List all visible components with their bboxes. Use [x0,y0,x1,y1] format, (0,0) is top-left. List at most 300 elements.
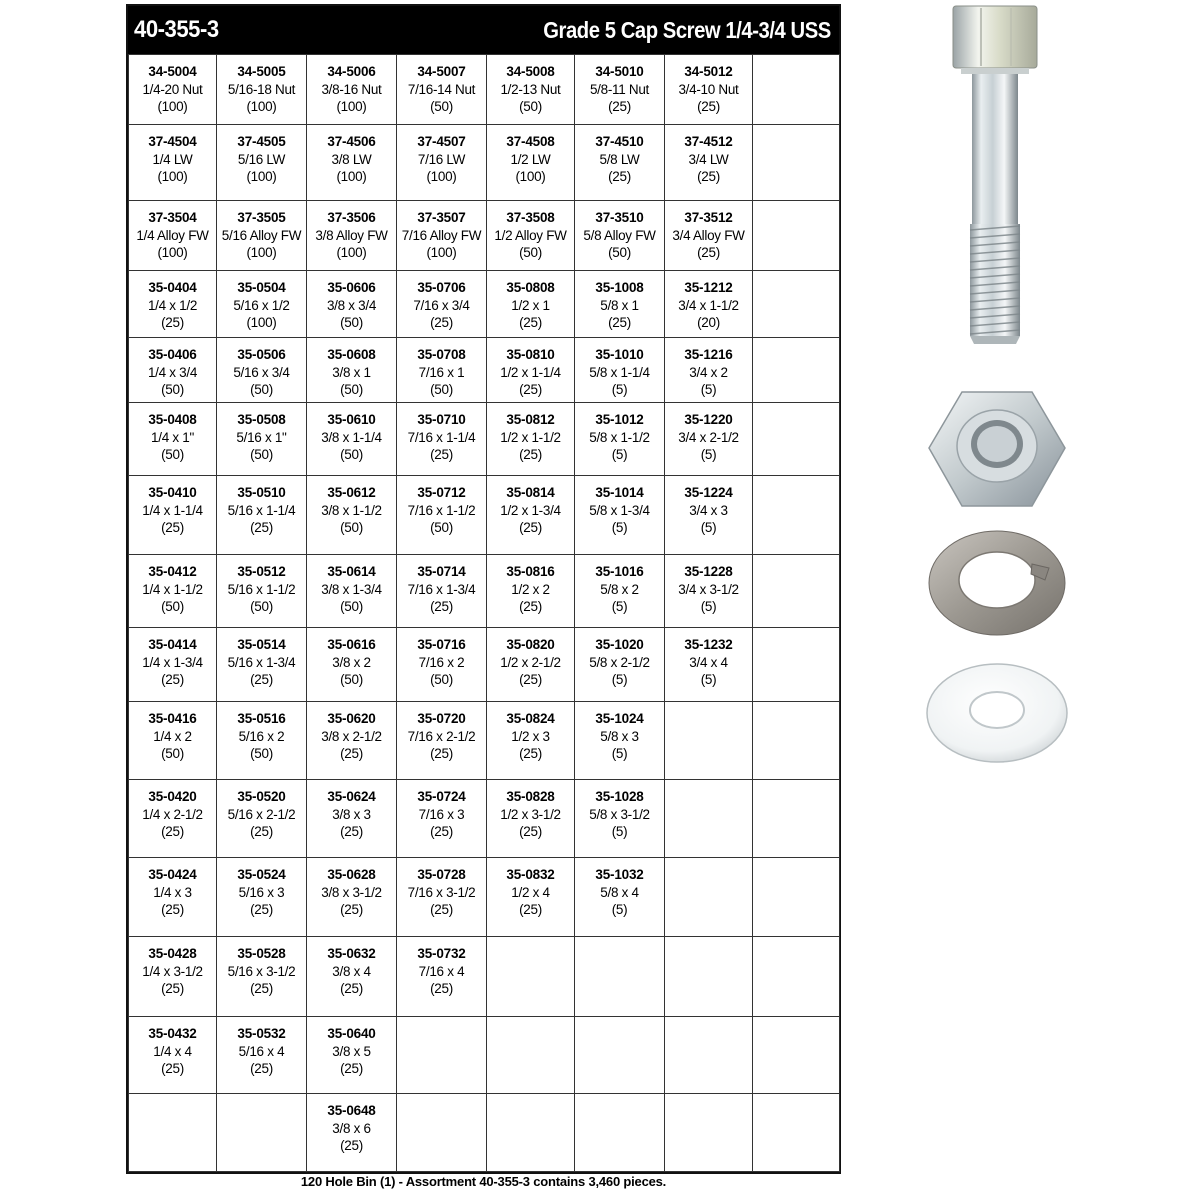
bin-cell [307,937,397,1017]
part-number: 35-0614 [327,564,376,579]
bin-cell [307,628,397,702]
bin-cell [397,55,487,125]
part-number: 35-0716 [417,637,466,652]
part-number: 37-3512 [684,210,733,225]
part-quantity: (25) [161,902,184,917]
part-description: 5/16 x 1" [236,429,287,445]
part-description: 7/16 x 2 [418,654,465,670]
part-number: 35-0624 [327,789,376,804]
part-quantity: (25) [250,1061,273,1076]
empty-bin-cell [753,780,840,858]
part-quantity: (25) [519,447,542,462]
part-number: 35-0628 [327,867,376,882]
bin-cell [665,125,753,201]
part-number: 35-0632 [327,946,376,961]
bin-cell [575,338,665,403]
part-quantity: (25) [430,447,453,462]
part-number: 35-0808 [506,280,555,295]
part-quantity: (25) [608,99,631,114]
part-description: 3/4 Alloy FW [672,227,745,243]
part-number: 35-0532 [237,1026,286,1041]
part-description: 5/8 x 1-1/2 [589,429,650,445]
part-number: 37-4505 [237,134,286,149]
part-quantity: (25) [161,315,184,330]
part-number: 37-3510 [595,210,644,225]
bin-cell [307,201,397,271]
part-quantity: (100) [336,245,367,260]
part-quantity: (25) [340,981,363,996]
part-number: 35-0612 [327,485,376,500]
part-number: 35-0412 [148,564,197,579]
part-number: 35-1014 [595,485,644,500]
bin-cell [397,702,487,780]
part-number: 35-0710 [417,412,466,427]
part-number: 35-0404 [148,280,197,295]
bin-cell [129,476,217,555]
bin-row [129,55,840,125]
bin-cell [575,628,665,702]
part-description: 3/4 LW [688,151,729,167]
part-number: 35-0528 [237,946,286,961]
part-description: 1/4 Alloy FW [136,227,209,243]
empty-bin-cell [575,937,665,1017]
bin-cell [307,476,397,555]
part-quantity: (20) [697,315,720,330]
bin-row [129,858,840,937]
part-quantity: (25) [519,599,542,614]
bin-cell [217,628,307,702]
part-number: 34-5008 [506,64,555,79]
part-description: 3/4 x 3-1/2 [678,581,739,597]
empty-bin-cell [753,476,840,555]
bin-cell [307,338,397,403]
part-description: 5/8 Alloy FW [583,227,656,243]
part-quantity: (100) [246,99,277,114]
hex-nut-image [927,388,1067,510]
part-quantity: (25) [697,169,720,184]
part-quantity: (50) [250,382,273,397]
part-description: 1/4 LW [152,151,193,167]
part-quantity: (50) [430,672,453,687]
part-number: 34-5005 [237,64,286,79]
part-number: 35-0414 [148,637,197,652]
part-description: 7/16 x 3/4 [413,297,470,313]
part-number: 35-1228 [684,564,733,579]
bin-cell [307,125,397,201]
part-description: 3/8 x 3 [332,806,371,822]
bin-cell [397,476,487,555]
bin-cell [397,125,487,201]
part-number: 35-0812 [506,412,555,427]
part-description: 3/4 x 4 [689,654,728,670]
part-description: 1/2 Alloy FW [494,227,567,243]
part-number: 37-4507 [417,134,466,149]
part-number: 35-0648 [327,1103,376,1118]
part-quantity: (25) [340,824,363,839]
part-quantity: (5) [611,902,628,917]
part-description: 3/8 x 5 [332,1043,371,1059]
part-number: 37-4508 [506,134,555,149]
part-description: 3/8 x 4 [332,963,371,979]
part-description: 1/2 LW [510,151,551,167]
bin-cell [575,702,665,780]
part-description: 5/8 x 2 [600,581,639,597]
part-quantity: (25) [250,981,273,996]
part-description: 7/16 LW [417,151,466,167]
part-quantity: (50) [430,382,453,397]
part-description: 1/4 x 2 [153,728,192,744]
part-description: 1/4 x 3-1/2 [142,963,203,979]
part-quantity: (100) [426,169,457,184]
assortment-chart [126,4,841,1174]
part-number: 35-1232 [684,637,733,652]
part-number: 34-5004 [148,64,197,79]
part-quantity: (25) [519,902,542,917]
bin-cell [397,628,487,702]
bin-cell [665,555,753,628]
bin-cell [217,476,307,555]
bin-cell [217,937,307,1017]
part-description: 5/8 x 1-3/4 [589,502,650,518]
part-description: 7/16 x 3-1/2 [407,884,476,900]
part-quantity: (25) [340,902,363,917]
empty-bin-cell [753,858,840,937]
part-description: 5/16 x 3 [238,884,285,900]
part-description: 1/4 x 3/4 [147,364,198,380]
bin-cell [129,1017,217,1094]
cap-screw-image [945,2,1045,348]
part-quantity: (100) [336,169,367,184]
bin-cell [665,476,753,555]
empty-bin-cell [575,1094,665,1172]
bin-cell [575,403,665,476]
bin-cell [397,201,487,271]
part-quantity: (50) [519,99,542,114]
part-description: 3/8 x 2-1/2 [321,728,382,744]
flat-washer-image [925,662,1069,764]
bin-cell [307,55,397,125]
bin-cell [665,403,753,476]
bin-row [129,271,840,338]
empty-bin-cell [753,1094,840,1172]
part-quantity: (100) [246,169,277,184]
part-number: 35-0608 [327,347,376,362]
part-quantity: (100) [336,99,367,114]
part-quantity: (25) [161,520,184,535]
bin-cell [129,780,217,858]
bin-cell [129,702,217,780]
bin-row [129,702,840,780]
bin-cell [217,858,307,937]
bin-row [129,1094,840,1172]
bin-cell [575,271,665,338]
part-number: 34-5010 [595,64,644,79]
bin-cell [575,476,665,555]
part-description: 1/4-20 Nut [142,81,203,97]
bin-cell [307,702,397,780]
part-quantity: (50) [161,447,184,462]
part-description: 3/8 x 3/4 [326,297,377,313]
bin-cell [307,780,397,858]
bin-cell [129,858,217,937]
bin-cell [217,125,307,201]
part-quantity: (25) [161,824,184,839]
part-number: 35-1010 [595,347,644,362]
part-description: 1/4 x 2-1/2 [142,806,203,822]
empty-bin-cell [397,1017,487,1094]
part-description: 5/8 x 1 [600,297,639,313]
part-number: 37-3508 [506,210,555,225]
part-quantity: (25) [519,520,542,535]
part-number: 35-0708 [417,347,466,362]
part-number: 35-1028 [595,789,644,804]
bin-cell [487,271,575,338]
part-number: 35-0420 [148,789,197,804]
part-quantity: (5) [611,672,628,687]
part-description: 1/2 x 1-1/2 [500,429,561,445]
part-quantity: (25) [608,315,631,330]
assortment-title: Grade 5 Cap Screw 1/4-3/4 USS [543,16,831,43]
part-description: 5/8 LW [599,151,640,167]
bin-cell [307,1017,397,1094]
part-number: 35-0516 [237,711,286,726]
bin-row [129,338,840,403]
part-description: 5/16 x 4 [238,1043,285,1059]
part-number: 35-0640 [327,1026,376,1041]
part-number: 35-0706 [417,280,466,295]
part-description: 1/4 x 4 [153,1043,192,1059]
part-quantity: (100) [157,245,188,260]
bin-cell [129,55,217,125]
part-number: 35-0428 [148,946,197,961]
part-number: 35-1220 [684,412,733,427]
part-description: 1/4 x 3 [153,884,192,900]
part-number: 35-1216 [684,347,733,362]
part-description: 7/16 x 1-1/2 [407,502,476,518]
part-quantity: (25) [519,746,542,761]
bin-row [129,937,840,1017]
bin-row [129,476,840,555]
bin-cell [129,937,217,1017]
part-quantity: (5) [611,382,628,397]
part-quantity: (100) [246,315,277,330]
part-number: 35-0810 [506,347,555,362]
part-quantity: (25) [697,245,720,260]
empty-bin-cell [397,1094,487,1172]
bin-cell [129,201,217,271]
part-description: 7/16 x 3 [418,806,465,822]
part-description: 5/16 x 2 [238,728,285,744]
part-description: 5/16 x 2-1/2 [227,806,296,822]
part-description: 3/4 x 2-1/2 [678,429,739,445]
empty-bin-cell [665,1017,753,1094]
part-description: 3/4 x 1-1/2 [678,297,739,313]
part-description: 5/8-11 Nut [589,81,650,97]
empty-bin-cell [665,858,753,937]
part-description: 7/16 x 1-3/4 [407,581,476,597]
part-quantity: (50) [340,382,363,397]
empty-bin-cell [217,1094,307,1172]
empty-bin-cell [753,937,840,1017]
part-number: 35-0620 [327,711,376,726]
part-number: 35-0512 [237,564,286,579]
bin-cell [397,780,487,858]
part-quantity: (100) [515,169,546,184]
bin-cell [575,125,665,201]
part-quantity: (50) [519,245,542,260]
bin-cell [487,403,575,476]
part-quantity: (25) [519,824,542,839]
part-quantity: (5) [700,599,717,614]
bin-cell [307,271,397,338]
bin-cell [217,271,307,338]
empty-bin-cell [753,403,840,476]
bin-cell [397,403,487,476]
part-quantity: (50) [430,520,453,535]
part-quantity: (25) [340,1138,363,1153]
part-description: 5/16 x 1/2 [233,297,290,313]
part-number: 35-1224 [684,485,733,500]
part-number: 35-0424 [148,867,197,882]
bin-cell [129,555,217,628]
part-description: 5/16 x 3/4 [233,364,290,380]
part-quantity: (25) [519,672,542,687]
bin-cell [217,338,307,403]
empty-bin-cell [753,338,840,403]
bin-cell [397,555,487,628]
part-quantity: (50) [340,447,363,462]
part-number: 34-5012 [684,64,733,79]
part-number: 35-0514 [237,637,286,652]
part-number: 37-4512 [684,134,733,149]
part-description: 5/16 x 1-1/2 [227,581,296,597]
part-description: 3/8 x 2 [332,654,371,670]
part-quantity: (50) [250,599,273,614]
part-quantity: (50) [250,447,273,462]
part-description: 3/8 x 1 [332,364,371,380]
part-quantity: (5) [611,824,628,839]
part-quantity: (5) [700,672,717,687]
bin-cell [307,858,397,937]
assortment-note: 120 Hole Bin (1) - Assortment 40-355-3 contains 3,460 pieces. [300,1174,667,1189]
bin-cell [397,271,487,338]
part-quantity: (25) [430,824,453,839]
part-number: 35-1008 [595,280,644,295]
part-description: 5/16-18 Nut [227,81,296,97]
part-quantity: (50) [161,599,184,614]
part-number: 35-0406 [148,347,197,362]
part-description: 3/4-10 Nut [678,81,739,97]
part-description: 3/4 x 2 [689,364,728,380]
part-number: 37-4506 [327,134,376,149]
part-description: 1/2 x 1-1/4 [500,364,561,380]
part-number: 35-0832 [506,867,555,882]
bin-cell [487,55,575,125]
assortment-code: 40-355-3 [134,16,219,43]
bin-row [129,403,840,476]
part-number: 35-0820 [506,637,555,652]
part-quantity: (25) [340,746,363,761]
part-description: 3/8 x 1-3/4 [321,581,382,597]
part-number: 35-1016 [595,564,644,579]
bin-cell [217,780,307,858]
bin-cell [129,125,217,201]
part-quantity: (50) [161,746,184,761]
part-description: 3/8 Alloy FW [315,227,388,243]
part-quantity: (25) [430,599,453,614]
part-number: 35-0714 [417,564,466,579]
bin-cell [575,201,665,271]
part-quantity: (25) [608,169,631,184]
bin-cell [665,271,753,338]
part-description: 3/4 x 3 [689,502,728,518]
empty-bin-cell [753,125,840,201]
bin-cell [487,125,575,201]
bin-cell [307,555,397,628]
part-quantity: (100) [157,99,188,114]
part-quantity: (25) [697,99,720,114]
part-description: 1/2-13 Nut [500,81,561,97]
part-description: 1/2 x 1 [511,297,550,313]
part-quantity: (100) [246,245,277,260]
part-quantity: (5) [700,382,717,397]
bin-cell [397,937,487,1017]
part-quantity: (25) [340,1061,363,1076]
empty-bin-cell [665,702,753,780]
bin-cell [487,858,575,937]
part-number: 37-3505 [237,210,286,225]
bin-row [129,555,840,628]
part-number: 37-3504 [148,210,197,225]
part-description: 1/2 x 3 [511,728,550,744]
part-number: 35-0508 [237,412,286,427]
part-quantity: (50) [340,599,363,614]
bin-cell [129,271,217,338]
part-description: 1/4 x 1" [151,429,194,445]
part-number: 35-0712 [417,485,466,500]
empty-bin-cell [753,201,840,271]
part-quantity: (25) [519,382,542,397]
part-description: 1/2 x 2 [511,581,550,597]
part-description: 5/16 x 1-1/4 [227,502,296,518]
bin-row [129,780,840,858]
part-number: 35-0510 [237,485,286,500]
part-description: 5/8 x 3-1/2 [589,806,650,822]
part-quantity: (25) [430,315,453,330]
part-description: 1/2 x 3-1/2 [500,806,561,822]
bin-row [129,1017,840,1094]
part-description: 1/4 x 1-1/4 [142,502,203,518]
part-number: 35-0408 [148,412,197,427]
part-number: 35-0732 [417,946,466,961]
part-description: 7/16 Alloy FW [401,227,482,243]
part-quantity: (50) [340,672,363,687]
part-number: 35-0520 [237,789,286,804]
part-description: 1/2 x 2-1/2 [500,654,561,670]
part-number: 35-0506 [237,347,286,362]
part-description: 3/8 x 1-1/4 [321,429,382,445]
part-number: 35-0720 [417,711,466,726]
part-description: 1/2 x 1-3/4 [500,502,561,518]
part-quantity: (25) [161,1061,184,1076]
part-quantity: (50) [608,245,631,260]
empty-bin-cell [753,55,840,125]
part-description: 1/4 x 1-1/2 [142,581,203,597]
bin-cell [129,403,217,476]
part-number: 35-0814 [506,485,555,500]
part-description: 1/4 x 1-3/4 [142,654,203,670]
part-description: 5/8 x 1-1/4 [589,364,650,380]
